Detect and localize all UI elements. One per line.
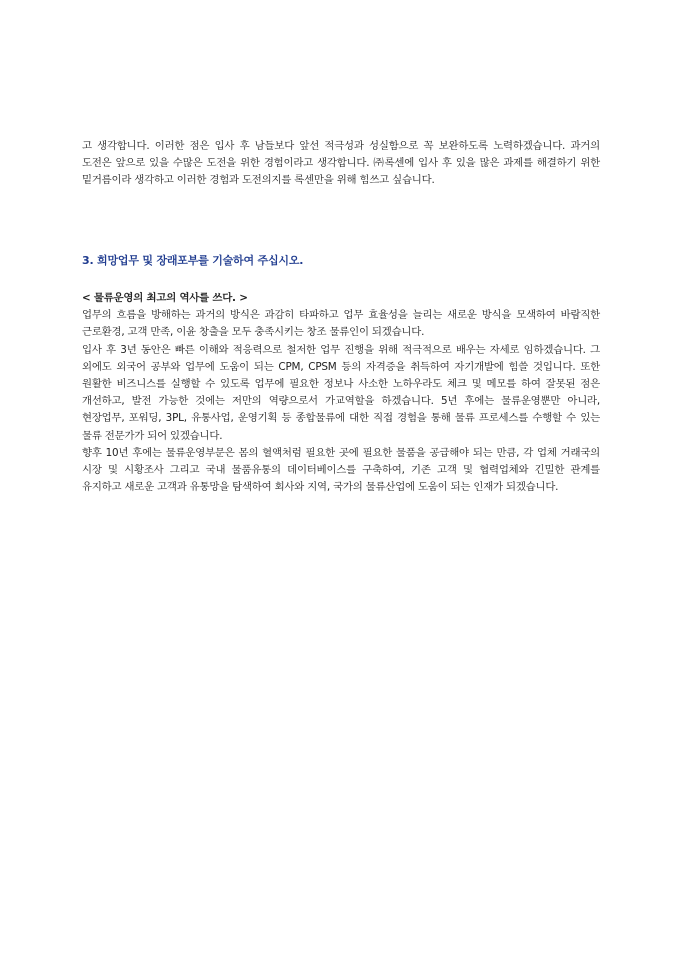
answer-paragraph-2: 입사 후 3년 동안은 빠른 이해와 적응력으로 철저한 업무 진행을 위해 적극적으로 배우는 자세로 임하겠습니다. 그 외에도 외국어 공부와 업무에 도움이 되는 CPM, CPSM 등의 자격증을 취득하여 자기개발에 힘쓸 것입니다. 또한 원활한 비즈니스를 실행할 수 있도록 업무에 필요한 정보나 사소한 노하우라도 체크 및 메모를 하여 잘못된 점은 개선하고, 발전 가능한 것에는 저만의 역량으로서 가교역할을 하겠습니다. 5년 후에는 물류운영뿐만 아니라, 현장업무, 포워딩, 3PL, 유통사업, 운영기획 등 종합물류에 대한 직접 경험을 통해 물류 프로세스를 수행할 수 있는 물류 전문가가 되어 있겠습니다. [82,343,600,442]
intro-paragraph: 고 생각합니다. 이러한 점은 입사 후 남들보다 앞선 적극성과 성실함으로 꼭 보완하도록 노력하겠습니다. 과거의 도전은 앞으로 있을 수많은 도전을 위한 경험이라고 생각합니다. ㈜록센에 입사 후 있을 많은 과제를 해결하기 위한 밑거름이라 생각하고 이러한 경험과 도전의지를 록센만을 위해 힘쓰고 싶습니다. [82,140,600,187]
answer-subtitle: < 물류운영의 최고의 역사를 쓰다. > [82,292,248,304]
answer-paragraph-1: 업무의 흐름을 방해하는 과거의 방식은 과감히 타파하고 업무 효율성을 늘리는 새로운 방식을 모색하여 바람직한 근로환경, 고객 만족, 이윤 창출을 모두 충족시키는 창조 물류인이 되겠습니다. [82,309,600,339]
answer-text-block [82,290,600,496]
answer-paragraph-3: 향후 10년 후에는 물류운영부문은 몸의 혈액처럼 필요한 곳에 필요한 물품을 공급해야 되는 만큼, 각 업체 거래국의 시장 및 시황조사 그리고 국내 물품유통의 데이터베이스를 구축하여, 기존 고객 및 협력업체와 긴밀한 관계를 유지하고 새로운 고객과 유통망을 탐색하여 회사와 지역, 국가의 물류산업에 도움이 되는 인재가 되겠습니다. [82,446,600,494]
section-heading: 3. 희망업무 및 장래포부를 기술하여 주십시오. [82,254,304,267]
intro-text-block [82,138,600,190]
